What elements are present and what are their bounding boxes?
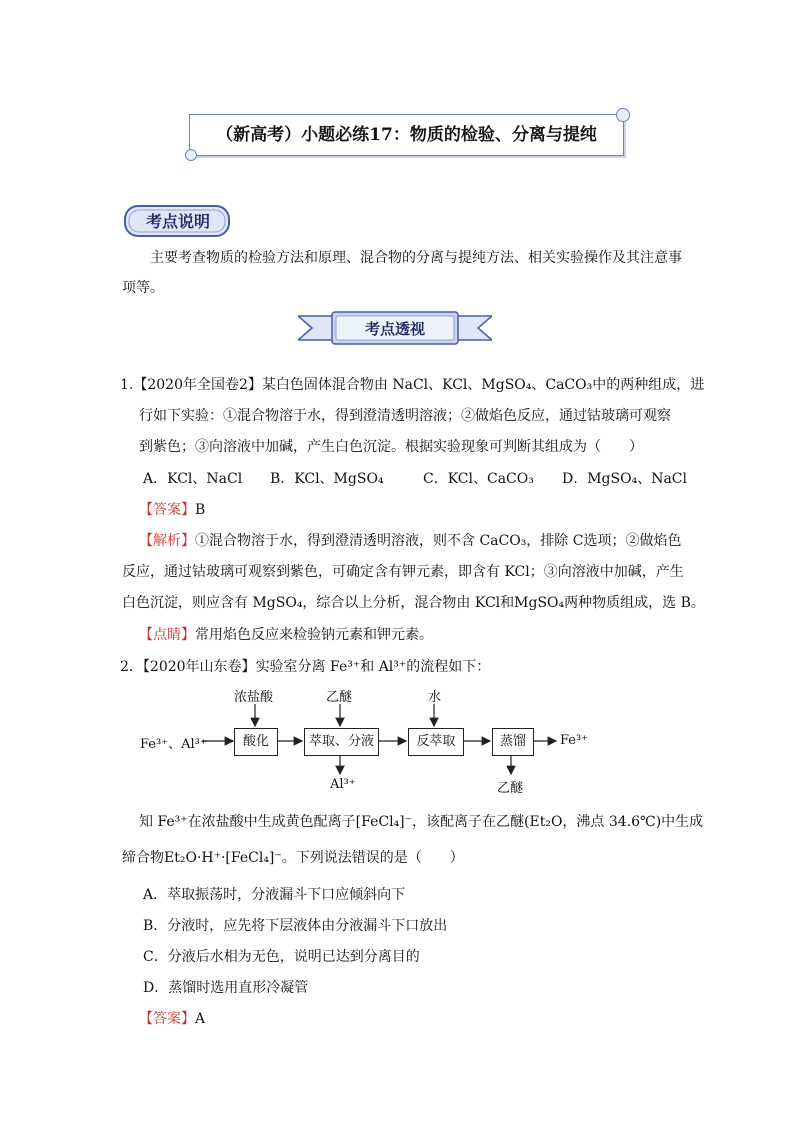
flow-top-input-1: 浓盐酸 (234, 690, 274, 705)
section-ribbon-label: 考点透视 (364, 320, 426, 338)
q1-line1: 1.【2020年全国卷2】某白色固体混合物由 NaCl、KCl、MgSO₄、CaCO₃中的两种组成，进 (120, 377, 705, 393)
answer-tag: 【答案】 (139, 502, 195, 518)
scroll-curl-decoration (616, 108, 630, 122)
section-tag-label: 考点说明 (145, 212, 211, 231)
answer-value: B (195, 502, 206, 518)
flow-box-acidify: 酸化 (234, 728, 278, 756)
q1-tip: 【点睛】常用焰色反应来检验钠元素和钾元素。 (139, 627, 433, 643)
q2-option-a: A．萃取振荡时，分液漏斗下口应倾斜向下 (143, 887, 406, 903)
section1-text-cont: 项等。 (122, 280, 164, 296)
flow-top-input-3: 水 (428, 690, 442, 705)
q2-text-line2: 缔合物Et₂O·H⁺·[FeCl₄]⁻。下列说法错误的是（ ） (122, 850, 464, 866)
title-banner (189, 114, 624, 156)
flow-output-label: Fe³⁺ (560, 733, 589, 748)
scroll-curl-decoration (185, 149, 197, 161)
answer-value: A (195, 1011, 206, 1027)
flowchart (140, 680, 600, 800)
q1-option-c: C．KCl、CaCO₃ (423, 471, 534, 487)
flow-box-extract: 萃取、分液 (304, 728, 379, 756)
page-title: （新高考）小题必练17：物质的检验、分离与提纯 (216, 125, 597, 145)
tip-tag: 【点睛】 (139, 627, 195, 643)
q2-line1: 2．【2020年山东卷】实验室分离 Fe³⁺和 Al³⁺的流程如下： (120, 659, 491, 675)
q1-line3: 到紫色；③向溶液中加碱，产生白色沉淀。根据实验现象可判断其组成为（ ） (139, 439, 643, 455)
section-tag-badge (123, 203, 233, 239)
flow-box-back-extract: 反萃取 (408, 728, 464, 756)
analysis-tag: 【解析】 (139, 533, 195, 549)
flow-top-input-2: 乙醚 (326, 690, 353, 705)
q2-option-d: D．蒸馏时选用直形冷凝管 (143, 980, 309, 996)
q2-option-b: B．分液时，应先将下层液体由分液漏斗下口放出 (143, 918, 448, 934)
q2-option-c: C．分液后水相为无色，说明已达到分离目的 (143, 949, 420, 965)
q1-line2: 行如下实验：①混合物溶于水，得到澄清透明溶液；②做焰色反应，通过钴玻璃可观察 (139, 408, 671, 424)
q1-option-a: A．KCl、NaCl (143, 471, 243, 487)
flow-bottom-output-1: Al³⁺ (330, 777, 356, 792)
q2-answer (139, 1008, 205, 1028)
flow-bottom-output-2: 乙醚 (497, 781, 524, 796)
section1-text: 主要考查物质的检验方法和原理、混合物的分离与提纯方法、相关实验操作及其注意事 (150, 250, 682, 266)
flow-box-distill: 蒸馏 (492, 728, 534, 756)
q1-analysis-line2: 反应，通过钴玻璃可观察到紫色，可确定含有钾元素，即含有 KCl；③向溶液中加碱，产生 (122, 564, 684, 580)
q1-option-b: B．KCl、MgSO₄ (270, 471, 384, 487)
flow-input-label: Fe³⁺、Al³⁺ (140, 737, 207, 752)
section-ribbon-badge (298, 311, 492, 345)
q1-answer (139, 499, 205, 519)
q1-option-d: D．MgSO₄、NaCl (562, 471, 687, 487)
q2-text-line1: 知 Fe³⁺在浓盐酸中生成黄色配离子[FeCl₄]⁻，该配离子在乙醚(Et₂O，沸点 34.6℃)中生成 (139, 814, 704, 830)
answer-tag: 【答案】 (139, 1011, 195, 1027)
q1-analysis-line1: 【解析】①混合物溶于水，得到澄清透明溶液，则不含 CaCO₃，排除 C选项；②做焰色 (139, 533, 682, 549)
q1-analysis-line3: 白色沉淀，则应含有 MgSO₄，综合以上分析，混合物由 KCl和MgSO₄两种物质组成，选 B。 (122, 595, 705, 611)
